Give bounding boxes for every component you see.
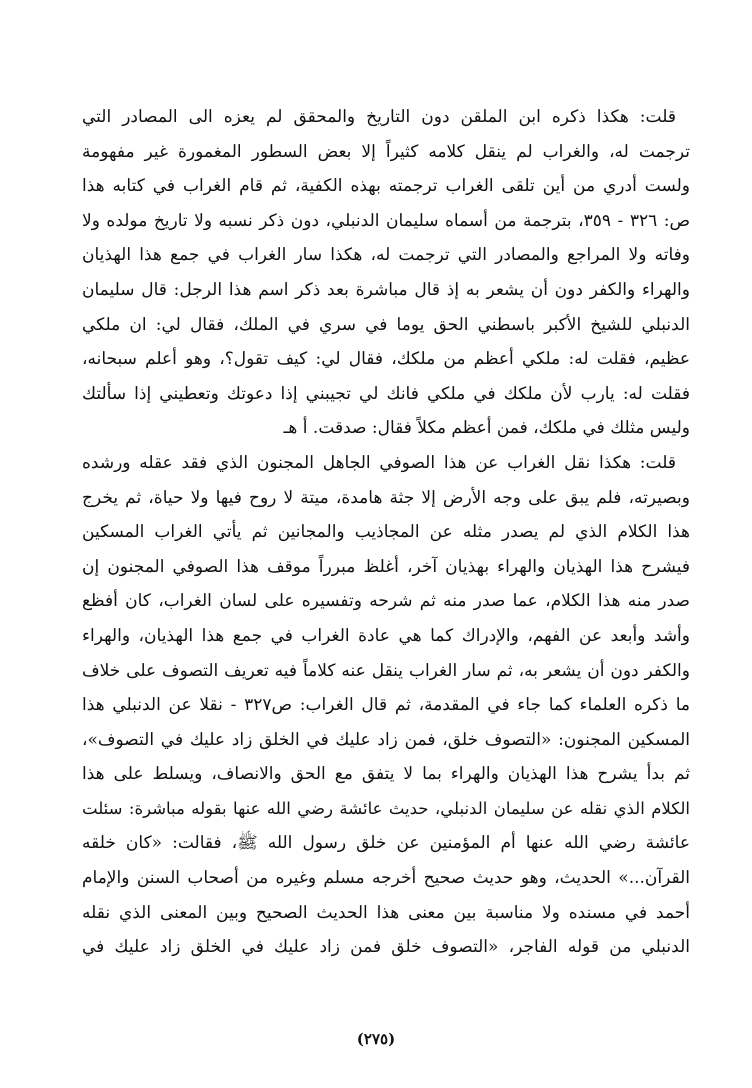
text-line: ترجمت له، والغراب لم ينقل كلامه كثيراً إلا بعض السطور المغمورة غير مفهومة	[82, 141, 690, 162]
text-line: القرآن...» الحديث، وهو حديث صحيح أخرجه مسلم وغيره من أصحاب السنن والإمام	[82, 868, 690, 889]
text-line: ثم بدأ يشرح هذا الهذيان والهراء بما لا يتفق مع الحق والانصاف، ويسلط على هذا	[82, 764, 690, 785]
text-line: قلت: هكذا نقل الغراب عن هذا الصوفي الجاهل المجنون الذي فقد عقله ورشده	[82, 452, 676, 473]
text-line: فقلت له: يارب لأن ملكك في ملكي فانك لي تجيبني إذا دعوتك وتعطيني إذا سألتك	[82, 383, 690, 404]
page-number: (٢٧٥)	[356, 1030, 396, 1048]
text-line: الكلام الذي نقله عن سليمان الدنبلي، حديث عائشة رضي الله عنها بقوله مباشرة: سئلت	[82, 798, 690, 818]
text-line: الدنبلي من قوله الفاجر، «التصوف خلق فمن زاد عليك في الخلق زاد عليك في	[82, 937, 690, 958]
text-line: هذا الكلام الذي لم يصدر مثله عن المجاذيب والمجانين ثم يأتي الغراب المسكين	[82, 522, 690, 543]
text-line: صدر منه هذا الكلام، عما صدر منه ثم شرحه وتفسيره على لسان الغراب، كان أفظع	[82, 591, 690, 612]
text-line: والكفر دون أن يشعر به، ثم سار الغراب ينقل عنه كلاماً فيه تعريف التصوف على خلاف	[82, 660, 690, 681]
text-line: وبصيرته، فلم يبق على وجه الأرض إلا جثة هامدة، ميتة لا روح فيها ولا حياة، ثم يخرج	[82, 487, 690, 508]
text-line: عائشة رضي الله عنها أم المؤمنين عن خلق رسول الله ﷺ، فقالت: «كان خلقه	[82, 833, 690, 854]
text-line: فيشرح هذا الهذيان والهراء بهذيان آخر، أغلظ مبرراً موقف هذا الصوفي المجنون إن	[82, 556, 690, 577]
text-line: وأشد وأبعد عن الفهم، والإدراك كما هي عادة الغراب في جمع هذا الهذيان، والهراء	[82, 625, 690, 646]
text-line: وليس مثلك في ملكك، فمن أعظم مكلاً فقال: صدقت. أ هـ	[283, 418, 690, 439]
text-line: ص: ٣٢٦ - ٣٥٩، بترجمة من أسماه سليمان الدنبلي، دون ذكر نسبه ولا تاريخ مولده ولا	[82, 210, 690, 231]
text-line: والهراء والكفر دون أن يشعر به إذ قال مباشرة بعد ذكر اسم هذا الرجل: قال سليمان	[82, 279, 690, 300]
text-line: وفاته ولا المراجع والمصادر التي ترجمت له، هكذا سار الغراب في جمع هذا الهذيان	[82, 245, 690, 266]
text-line: قلت: هكذا ذكره ابن الملقن دون التاريخ والمحقق لم يعزه الى المصادر التي	[82, 107, 676, 127]
text-line: ولست أدري من أين تلقى الغراب ترجمته بهذه الكفية، ثم قام الغراب في كتابه هذا	[82, 176, 690, 197]
text-line: عظيم، فقلت له: ملكي أعظم من ملكك، فقال لي: كيف تقول؟، وهو أعلم سبحانه،	[82, 349, 690, 370]
text-line: المسكين المجنون: «التصوف خلق، فمن زاد عليك في الخلق زاد عليك في التصوف»،	[82, 729, 690, 750]
text-line: ما ذكره العلماء كما جاء في المقدمة، ثم قال الغراب: ص٣٢٧ - نقلا عن الدنبلي هذا	[82, 695, 690, 716]
text-line: الدنبلي للشيخ الأكبر باسطني الحق يوما في سري في الملك، فقال لي: ان ملكي	[82, 314, 690, 335]
text-line: أحمد في مسنده ولا مناسبة بين معنى هذا الحديث الصحيح وبين المعنى الذي نقله	[82, 902, 690, 923]
body-text	[82, 100, 690, 965]
